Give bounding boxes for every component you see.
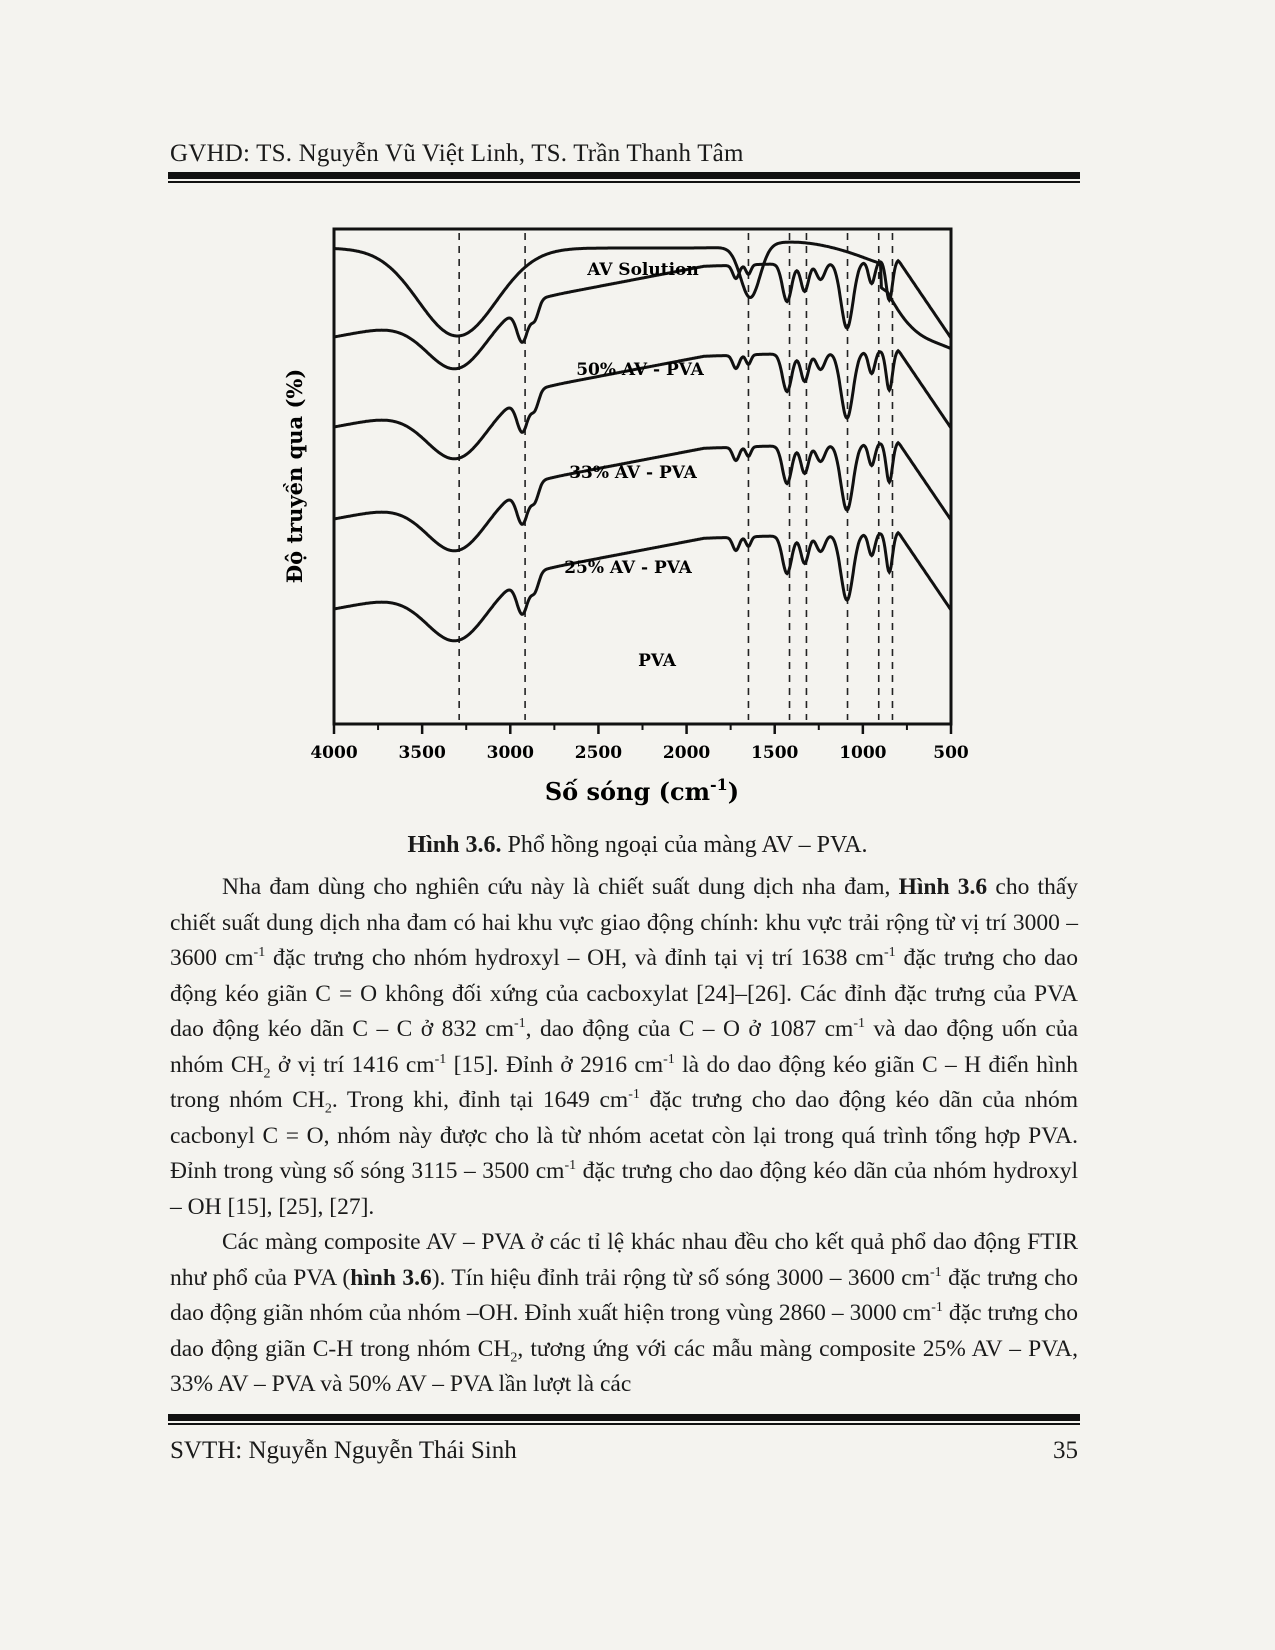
text-run: và dao động uốn của nhóm CH [170, 1016, 1079, 1078]
x-axis-label-end: ) [727, 777, 740, 806]
text-run: đặc trưng cho nhóm hydroxyl – OH, và đỉnh tại vị trí 1638 cm [265, 945, 884, 971]
series-label: AV Solution [587, 260, 699, 280]
text-run: đặc trưng cho dao động kéo giãn C = O không đối xứng của cacboxylat [24]–[26]. Các đỉnh đặc trưng của PVA dao động kéo dãn C – C ở 832 cm [170, 945, 1078, 1042]
caption-text: Phổ hồng ngoại của màng AV – PVA. [501, 832, 868, 858]
tick-label: 1000 [839, 743, 887, 763]
text-run: Các màng composite AV – PVA ở các tỉ lệ khác nhau đều cho kết quả phổ dao động FTIR như phổ của PVA ( [170, 1229, 1078, 1291]
figure-caption [0, 832, 1275, 859]
series-line [334, 242, 951, 349]
spectra-curves [334, 242, 951, 641]
bold-ref: hình 3.6 [350, 1264, 432, 1291]
series-label: 50% AV - PVA [576, 360, 704, 380]
x-axis-label [545, 775, 739, 806]
subscript: 2 [324, 1101, 332, 1117]
superscript: -1 [513, 1016, 526, 1032]
superscript: -1 [663, 1051, 675, 1067]
x-axis-ticks [310, 724, 969, 763]
series-line [334, 443, 951, 551]
tick-label: 3000 [486, 743, 534, 763]
text-run: đặc trưng cho dao động kéo dãn của nhóm hydroxyl – OH [15], [25], [27]. [170, 1158, 1079, 1220]
superscript: -1 [931, 1300, 943, 1316]
tick-label: 2000 [662, 743, 711, 763]
text-run: là do dao động kéo giãn C – H điển hình trong nhóm CH [170, 1051, 1078, 1113]
text-run: cho thấy chiết suất dung dịch nha đam có hai khu vực giao động chính: khu vực trải rộng từ vị trí 3000 – 3600 cm [170, 874, 1078, 971]
text-run: đặc trưng cho dao động kéo dãn của nhóm cacbonyl C = O, nhóm này được cho là từ nhóm acetat còn lại trong quá trình tổng hợp PVA. Đỉnh trong vùng số sóng 3115 – 3500 cm [170, 1087, 1079, 1184]
text-run: đặc trưng cho dao động giãn nhóm của nhóm –OH. Đỉnh xuất hiện trong vùng 2860 – 3000 cm [170, 1264, 1078, 1326]
tick-label: 500 [933, 743, 969, 763]
text-run: đặc trưng cho dao động giãn C-H trong nhóm CH [170, 1300, 1078, 1362]
subscript: 2 [263, 1066, 271, 1082]
series-label: 33% AV - PVA [569, 463, 697, 483]
text-run: , dao động của C – O ở 1087 cm [525, 1016, 854, 1042]
series-label: PVA [638, 651, 676, 671]
caption-label: Hình 3.6. [407, 832, 502, 858]
superscript: -1 [853, 1016, 865, 1032]
text-run: . Trong khi, đỉnh tại 1649 cm [331, 1087, 629, 1113]
series-line [334, 533, 951, 641]
text-run: , tương ứng với các mẫu màng composite 25% AV – PVA, 33% AV – PVA và 50% AV – PVA lần lượt là các [170, 1335, 1079, 1397]
x-axis-label-main: Số sóng (cm [544, 777, 711, 806]
paragraph [170, 870, 1078, 1225]
x-axis-label-sup: -1 [710, 775, 728, 794]
superscript: -1 [564, 1158, 577, 1174]
superscript: -1 [253, 945, 266, 961]
tick-label: 3500 [398, 743, 446, 763]
superscript: -1 [884, 945, 896, 961]
series-labels [564, 260, 704, 671]
body-text [170, 870, 1078, 1403]
superscript: -1 [930, 1264, 942, 1280]
series-label: 25% AV - PVA [564, 558, 692, 578]
text-run: ở vị trí 1416 cm [270, 1051, 435, 1078]
text-run: ). Tín hiệu đỉnh trải rộng từ số sóng 3000 – 3600 cm [431, 1264, 930, 1291]
page-footer: SVTH: Nguyễn Nguyễn Thái Sinh [170, 1437, 517, 1464]
footer-rule-thin [168, 1423, 1080, 1425]
tick-label: 4000 [310, 743, 358, 763]
y-axis-label-group [282, 369, 307, 584]
superscript: -1 [434, 1051, 447, 1067]
footer-rule-thick [168, 1414, 1080, 1421]
subscript: 2 [510, 1350, 518, 1366]
paragraph [170, 1225, 1078, 1403]
bold-ref: Hình 3.6 [898, 874, 988, 900]
x-axis-label-group [545, 775, 739, 806]
tick-label: 2500 [574, 743, 623, 763]
text-run: [15]. Đỉnh ở 2916 cm [446, 1051, 664, 1078]
superscript: -1 [628, 1087, 640, 1103]
page-header: GVHD: TS. Nguyễn Vũ Việt Linh, TS. Trần Thanh Tâm [170, 140, 744, 167]
tick-label: 1500 [751, 743, 799, 763]
text-run: Nha đam dùng cho nghiên cứu này là chiết suất dung dịch nha đam, [222, 874, 899, 900]
page-number: 35 [1053, 1437, 1078, 1464]
y-axis-label: Độ truyền qua (%) [282, 368, 307, 584]
